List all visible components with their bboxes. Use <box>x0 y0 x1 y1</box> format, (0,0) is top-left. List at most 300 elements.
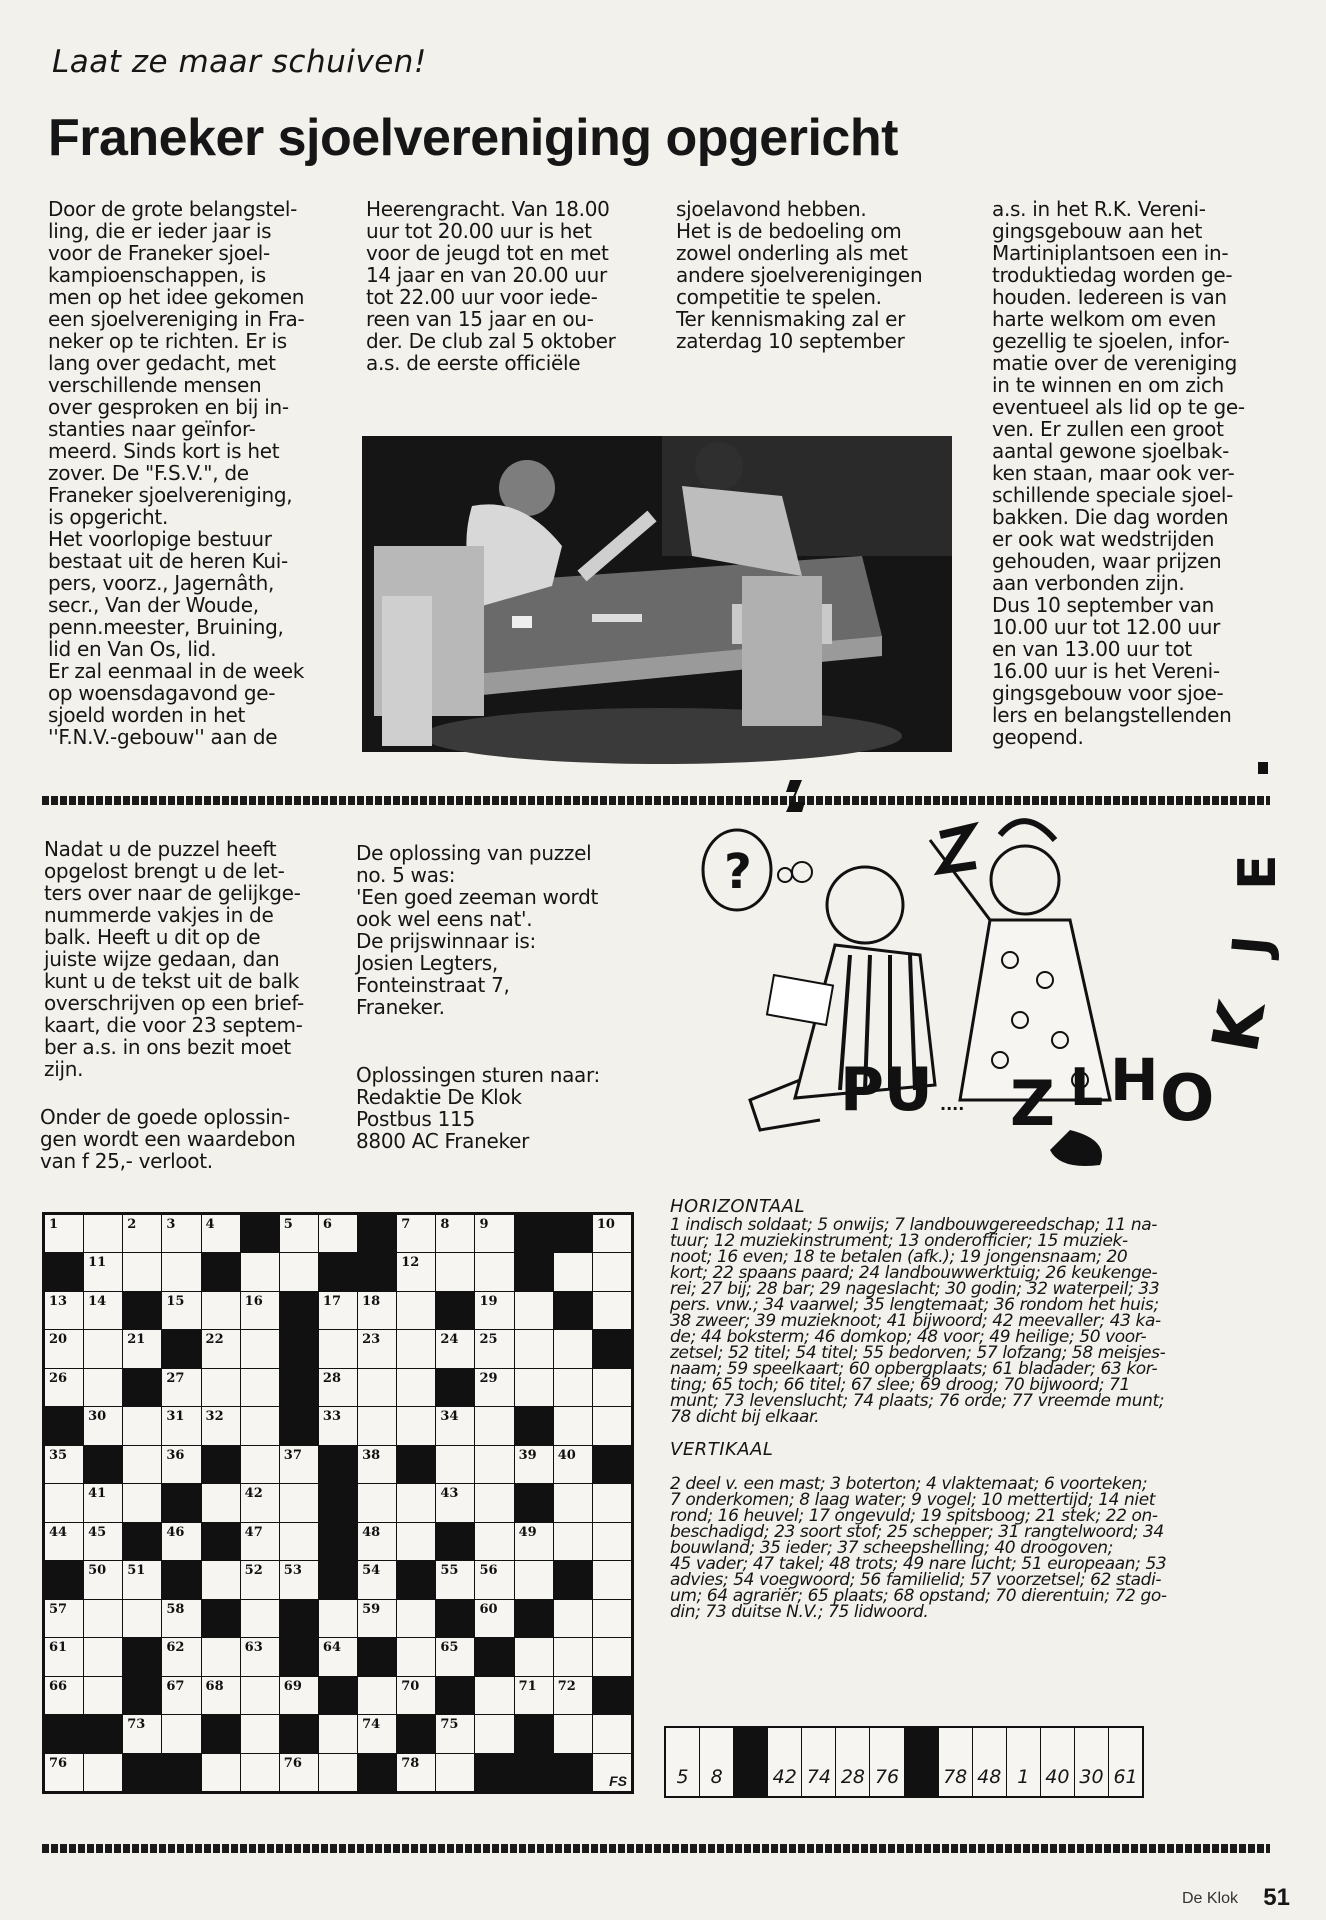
grid-cell[interactable] <box>84 1600 122 1637</box>
grid-cell[interactable] <box>241 1754 279 1791</box>
grid-cell[interactable] <box>593 1484 631 1521</box>
answer-slot-number: 1 <box>1017 1766 1030 1788</box>
grid-cell[interactable] <box>397 1253 435 1290</box>
grid-cell[interactable] <box>515 1677 553 1714</box>
grid-cell-number: 1 <box>49 1217 59 1232</box>
grid-cell[interactable] <box>358 1600 396 1637</box>
grid-cell-black <box>475 1638 513 1675</box>
grid-cell[interactable] <box>554 1523 592 1560</box>
grid-cell[interactable] <box>162 1253 200 1290</box>
grid-cell[interactable] <box>593 1215 631 1252</box>
grid-cell-black <box>515 1484 553 1521</box>
grid-cell[interactable] <box>593 1407 631 1444</box>
grid-cell-black <box>397 1446 435 1483</box>
grid-cell-number: 2 <box>127 1217 137 1232</box>
grid-cell[interactable] <box>436 1561 474 1598</box>
grid-cell[interactable] <box>593 1369 631 1406</box>
grid-cell[interactable] <box>358 1523 396 1560</box>
puzzelhoekje-illustration <box>690 780 1288 1180</box>
grid-cell[interactable] <box>84 1292 122 1329</box>
grid-cell-number: 50 <box>88 1563 107 1579</box>
grid-cell-black <box>280 1715 318 1752</box>
answer-slot[interactable] <box>939 1728 972 1796</box>
grid-cell[interactable] <box>358 1484 396 1521</box>
answer-slot[interactable] <box>768 1728 801 1796</box>
grid-cell[interactable] <box>436 1715 474 1752</box>
bottom-divider <box>42 1844 1270 1853</box>
grid-cell[interactable] <box>202 1638 240 1675</box>
answer-strip[interactable] <box>664 1726 1144 1798</box>
sjoel-photo <box>362 436 952 752</box>
grid-cell[interactable] <box>84 1369 122 1406</box>
grid-cell[interactable] <box>475 1715 513 1752</box>
grid-cell[interactable] <box>84 1407 122 1444</box>
grid-cell-black <box>554 1292 592 1329</box>
grid-cell[interactable] <box>436 1638 474 1675</box>
grid-cell-number: 7 <box>401 1217 411 1232</box>
grid-cell-number: 45 <box>88 1524 107 1540</box>
grid-cell-black <box>319 1561 357 1598</box>
grid-cell-number: 41 <box>88 1486 107 1502</box>
grid-cell[interactable] <box>123 1253 161 1290</box>
grid-cell[interactable] <box>84 1638 122 1675</box>
grid-cell-black <box>593 1330 631 1367</box>
grid-cell-number: 42 <box>244 1486 263 1502</box>
grid-cell-number: 51 <box>127 1563 146 1579</box>
grid-cell[interactable] <box>280 1253 318 1290</box>
grid-cell[interactable] <box>241 1638 279 1675</box>
grid-cell-black <box>280 1330 318 1367</box>
grid-cell-black <box>358 1253 396 1290</box>
grid-cell[interactable] <box>515 1523 553 1560</box>
grid-cell[interactable] <box>475 1407 513 1444</box>
grid-cell-black <box>202 1523 240 1560</box>
grid-cell-number: 71 <box>518 1678 537 1694</box>
grid-cell[interactable] <box>358 1369 396 1406</box>
grid-cell-number: 60 <box>479 1601 498 1617</box>
grid-cell-black <box>280 1600 318 1637</box>
grid-cell[interactable] <box>554 1600 592 1637</box>
grid-cell-black <box>202 1446 240 1483</box>
grid-cell[interactable] <box>123 1561 161 1598</box>
answer-slot-number: 5 <box>676 1766 689 1788</box>
grid-cell[interactable] <box>475 1523 513 1560</box>
grid-cell[interactable] <box>45 1330 83 1367</box>
grid-cell[interactable] <box>45 1638 83 1675</box>
grid-cell[interactable] <box>84 1215 122 1252</box>
grid-cell[interactable] <box>280 1677 318 1714</box>
grid-cell-number: 17 <box>322 1293 342 1309</box>
grid-cell-black <box>554 1561 592 1598</box>
grid-cell-number: 29 <box>479 1370 498 1386</box>
grid-cell[interactable] <box>123 1215 161 1252</box>
grid-cell[interactable] <box>593 1292 631 1329</box>
grid-cell-number: 76 <box>49 1755 68 1771</box>
grid-cell-number: 61 <box>49 1640 68 1656</box>
grid-cell[interactable] <box>475 1215 513 1252</box>
grid-cell[interactable] <box>280 1484 318 1521</box>
grid-cell[interactable] <box>554 1715 592 1752</box>
grid-cell[interactable] <box>319 1292 357 1329</box>
grid-cell[interactable] <box>162 1715 200 1752</box>
grid-cell[interactable] <box>397 1292 435 1329</box>
grid-cell-black <box>436 1600 474 1637</box>
grid-cell[interactable] <box>319 1369 357 1406</box>
grid-cell[interactable] <box>84 1330 122 1367</box>
grid-cell-number: 48 <box>362 1524 381 1540</box>
send-address: Oplossingen sturen naar: Redaktie De Klok Postbus 115 8800 AC Franeker <box>356 1063 600 1153</box>
kicker: Laat ze maar schuiven! <box>52 44 427 80</box>
grid-cell[interactable] <box>241 1292 279 1329</box>
grid-cell[interactable] <box>84 1561 122 1598</box>
grid-cell[interactable] <box>162 1407 200 1444</box>
grid-cell-number: 63 <box>244 1640 263 1656</box>
grid-cell[interactable] <box>515 1638 553 1675</box>
grid-cell-number: 16 <box>244 1293 263 1309</box>
grid-cell[interactable] <box>162 1600 200 1637</box>
grid-cell-number: 44 <box>49 1524 68 1540</box>
grid-cell[interactable] <box>241 1677 279 1714</box>
grid-cell[interactable] <box>45 1523 83 1560</box>
grid-cell[interactable] <box>475 1369 513 1406</box>
grid-cell[interactable] <box>593 1638 631 1675</box>
grid-cell[interactable] <box>45 1677 83 1714</box>
grid-cell[interactable] <box>202 1677 240 1714</box>
grid-cell-number: 12 <box>401 1255 420 1271</box>
grid-cell[interactable] <box>241 1484 279 1521</box>
grid-cell-black <box>515 1253 553 1290</box>
grid-cell-black <box>397 1561 435 1598</box>
grid-cell-black <box>202 1600 240 1637</box>
svg-text:....: .... <box>940 1095 965 1114</box>
grid-cell[interactable] <box>162 1677 200 1714</box>
grid-cell[interactable] <box>554 1677 592 1714</box>
grid-cell[interactable] <box>241 1715 279 1752</box>
grid-cell[interactable] <box>123 1330 161 1367</box>
grid-cell-black <box>202 1715 240 1752</box>
clues-panel <box>670 1196 1270 1620</box>
answer-slot[interactable] <box>666 1728 699 1796</box>
grid-cell-black <box>593 1446 631 1483</box>
svg-text:PU: PU <box>840 1055 933 1125</box>
grid-cell[interactable] <box>593 1754 631 1791</box>
grid-cell-black <box>84 1446 122 1483</box>
grid-cell[interactable] <box>436 1446 474 1483</box>
answer-slot[interactable] <box>836 1728 869 1796</box>
grid-cell[interactable] <box>515 1292 553 1329</box>
grid-cell[interactable] <box>436 1407 474 1444</box>
article-column-1: Door de grote belangstel- ling, die er ieder jaar is voor de Franeker sjoel- kampioenschappen, is men op het idee gekomen een sjoelvereniging in Fra- neker op te richten. Er is lang over gedacht, met verschillende mensen over gesproken en bij in- stanties naar geïnfor- meerd. Sinds kort is het zover. De "F.S.V.", de Franeker sjoelvereniging, is opgericht. Het voorlopige bestuur bestaat uit de heren Kui- pers, voorz., Jagernâth, secr., Van der Woude, penn.meester, Bruining, lid en Van Os, lid. Er zal eenmaal in de week op woensdagavond ge- sjoeld worden in het ''F.N.V.-gebouw'' aan de <box>48 197 305 749</box>
grid-cell[interactable] <box>397 1600 435 1637</box>
answer-slot-black <box>905 1728 938 1796</box>
grid-cell-number: 10 <box>596 1217 615 1232</box>
grid-cell[interactable] <box>202 1484 240 1521</box>
grid-cell[interactable] <box>123 1407 161 1444</box>
grid-cell[interactable] <box>319 1600 357 1637</box>
grid-cell[interactable] <box>358 1292 396 1329</box>
grid-cell-number: 32 <box>205 1409 224 1425</box>
grid-cell-number: 40 <box>557 1447 576 1463</box>
grid-cell[interactable] <box>358 1677 396 1714</box>
grid-cell[interactable] <box>123 1484 161 1521</box>
grid-cell[interactable] <box>515 1446 553 1483</box>
grid-cell-number: 72 <box>557 1678 576 1694</box>
grid-cell[interactable] <box>593 1715 631 1752</box>
grid-cell-black <box>319 1523 357 1560</box>
article-column-4: a.s. in het R.K. Vereni- gingsgebouw aan het Martiniplantsoen een in- troduktiedag worden ge- houden. Iedereen is van harte welkom om even gezellig te sjoelen, infor- matie over de vereniging in te winnen en om zich eventueel als lid op te ge- ven. Er zullen een groot aantal gewone sjoelbak- ken staan, maar ook ver- schillende speciale sjoel- bakken. Die dag worden er ook wat wedstrijden gehouden, waar prijzen aan verbonden zijn. Dus 10 september van 10.00 uur tot 12.00 uur en van 13.00 uur tot 16.00 uur is het Vereni- gingsgebouw voor sjoe- lers en belangstellenden geopend. <box>992 197 1245 749</box>
grid-cell[interactable] <box>202 1407 240 1444</box>
grid-cell[interactable] <box>202 1292 240 1329</box>
grid-cell-number: 33 <box>322 1409 342 1425</box>
grid-cell[interactable] <box>358 1330 396 1367</box>
grid-cell[interactable] <box>319 1715 357 1752</box>
answer-slot[interactable] <box>1109 1728 1142 1796</box>
grid-cell[interactable] <box>84 1253 122 1290</box>
grid-cell-number: 14 <box>88 1293 107 1309</box>
grid-cell-number: 35 <box>49 1447 68 1463</box>
grid-cell[interactable] <box>241 1369 279 1406</box>
grid-cell-number: 52 <box>244 1563 263 1579</box>
grid-cell[interactable] <box>397 1677 435 1714</box>
grid-cell[interactable] <box>436 1253 474 1290</box>
grid-cell[interactable] <box>45 1369 83 1406</box>
grid-cell-black <box>319 1446 357 1483</box>
grid-cell-number: 22 <box>205 1332 224 1348</box>
grid-cell[interactable] <box>593 1561 631 1598</box>
grid-cell[interactable] <box>202 1330 240 1367</box>
grid-cell[interactable] <box>436 1484 474 1521</box>
grid-cell[interactable] <box>45 1484 83 1521</box>
grid-cell-number: 8 <box>440 1217 450 1232</box>
grid-cell[interactable] <box>554 1446 592 1483</box>
puzzle-instructions: Nadat u de puzzel heeft opgelost brengt u de let- ters over naar de gelijkge- nummerde vakjes in de balk. Heeft u dit op de juiste wijze gedaan, dan kunt u de tekst uit de balk overschrijven op een brief- kaart, die voor 23 septem- ber a.s. in ons bezit moet zijn. <box>44 837 304 1081</box>
grid-cell-black <box>202 1253 240 1290</box>
grid-cell[interactable] <box>202 1369 240 1406</box>
grid-cell-black <box>123 1523 161 1560</box>
grid-cell-black <box>123 1754 161 1791</box>
grid-cell[interactable] <box>202 1754 240 1791</box>
grid-cell-black <box>397 1715 435 1752</box>
grid-cell-number: 47 <box>244 1524 263 1540</box>
answer-slot[interactable] <box>700 1728 733 1796</box>
grid-cell[interactable] <box>123 1446 161 1483</box>
grid-cell-black <box>436 1292 474 1329</box>
grid-cell-black <box>319 1484 357 1521</box>
grid-cell[interactable] <box>241 1253 279 1290</box>
grid-cell-black <box>84 1715 122 1752</box>
grid-cell[interactable] <box>280 1523 318 1560</box>
headline: Franeker sjoelvereniging opgericht <box>48 109 898 167</box>
grid-cell[interactable] <box>45 1600 83 1637</box>
grid-cell[interactable] <box>84 1484 122 1521</box>
grid-cell-number: 73 <box>127 1717 146 1733</box>
grid-cell[interactable] <box>162 1292 200 1329</box>
previous-solution: De oplossing van puzzel no. 5 was: 'Een goed zeeman wordt ook wel eens nat'. De prijswinnaar is: Josien Legters, Fonteinstraat 7, Franeker. <box>356 841 599 1019</box>
grid-cell[interactable] <box>202 1561 240 1598</box>
grid-cell[interactable] <box>593 1600 631 1637</box>
grid-cell-number: 24 <box>440 1332 459 1348</box>
grid-cell[interactable] <box>241 1523 279 1560</box>
grid-cell-black <box>436 1523 474 1560</box>
grid-cell-number: 25 <box>479 1332 498 1348</box>
grid-cell[interactable] <box>554 1484 592 1521</box>
grid-cell[interactable] <box>162 1638 200 1675</box>
grid-cell[interactable] <box>319 1407 357 1444</box>
grid-cell[interactable] <box>123 1600 161 1637</box>
grid-cell[interactable] <box>475 1292 513 1329</box>
grid-cell[interactable] <box>475 1484 513 1521</box>
grid-cell-number: 65 <box>440 1640 459 1656</box>
vertikaal-heading: VERTIKAAL <box>670 1439 774 1460</box>
grid-cell-number: 30 <box>88 1409 107 1425</box>
grid-cell-number: 66 <box>49 1678 68 1694</box>
grid-cell[interactable] <box>397 1215 435 1252</box>
grid-cell-number: 70 <box>401 1678 420 1694</box>
grid-cell-black <box>123 1292 161 1329</box>
grid-cell-number: 4 <box>205 1217 215 1232</box>
grid-cell-number: 75 <box>440 1717 459 1733</box>
grid-cell[interactable] <box>397 1754 435 1791</box>
answer-slot[interactable] <box>870 1728 903 1796</box>
grid-cell-black <box>123 1638 161 1675</box>
grid-cell-number: 13 <box>49 1293 68 1309</box>
horizontaal-heading: HORIZONTAAL <box>670 1196 805 1217</box>
grid-cell-number: 67 <box>166 1678 185 1694</box>
grid-cell-number: 34 <box>440 1409 459 1425</box>
grid-cell-number: 38 <box>362 1447 381 1463</box>
answer-slot-number: 8 <box>710 1766 723 1788</box>
grid-cell[interactable] <box>397 1407 435 1444</box>
grid-cell-number: 19 <box>479 1293 498 1309</box>
grid-cell-black <box>319 1677 357 1714</box>
grid-cell[interactable] <box>202 1215 240 1252</box>
grid-cell[interactable] <box>554 1407 592 1444</box>
grid-cell[interactable] <box>45 1215 83 1252</box>
grid-cell[interactable] <box>436 1215 474 1252</box>
grid-cell[interactable] <box>84 1754 122 1791</box>
grid-cell[interactable] <box>45 1754 83 1791</box>
grid-cell[interactable] <box>280 1561 318 1598</box>
grid-cell[interactable] <box>475 1253 513 1290</box>
grid-cell[interactable] <box>554 1330 592 1367</box>
grid-cell-number: 55 <box>440 1563 459 1579</box>
prize-text: Onder de goede oplossin- gen wordt een waardebon van f 25,- verloot. <box>40 1105 296 1173</box>
grid-cell[interactable] <box>45 1446 83 1483</box>
grid-cell[interactable] <box>397 1369 435 1406</box>
grid-cell-number: 3 <box>166 1217 176 1232</box>
grid-cell[interactable] <box>515 1330 553 1367</box>
grid-cell-black <box>515 1715 553 1752</box>
grid-cell[interactable] <box>84 1677 122 1714</box>
grid-cell-number: 68 <box>205 1678 224 1694</box>
grid-cell[interactable] <box>358 1561 396 1598</box>
grid-cell[interactable] <box>554 1253 592 1290</box>
grid-cell[interactable] <box>241 1561 279 1598</box>
grid-cell[interactable] <box>123 1715 161 1752</box>
answer-slot-number: 76 <box>874 1766 900 1788</box>
grid-cell[interactable] <box>162 1215 200 1252</box>
publication-name: De Klok <box>1181 1890 1238 1907</box>
grid-cell[interactable] <box>358 1446 396 1483</box>
grid-cell[interactable] <box>358 1407 396 1444</box>
answer-slot[interactable] <box>802 1728 835 1796</box>
grid-cell-number: 76 <box>283 1755 302 1771</box>
svg-text:Z: Z <box>1010 1067 1055 1140</box>
grid-cell-number: 58 <box>166 1601 185 1617</box>
grid-cell[interactable] <box>554 1638 592 1675</box>
grid-cell[interactable] <box>162 1446 200 1483</box>
grid-cell[interactable] <box>319 1330 357 1367</box>
grid-cell-number: 78 <box>401 1755 420 1771</box>
grid-cell[interactable] <box>280 1754 318 1791</box>
grid-cell[interactable] <box>45 1292 83 1329</box>
grid-cell-black <box>280 1638 318 1675</box>
grid-cell[interactable] <box>397 1330 435 1367</box>
grid-cell-black <box>162 1330 200 1367</box>
grid-cell[interactable] <box>397 1484 435 1521</box>
end-of-article-mark <box>1258 762 1268 774</box>
answer-slot[interactable] <box>973 1728 1006 1796</box>
grid-cell[interactable] <box>475 1561 513 1598</box>
grid-cell[interactable] <box>241 1600 279 1637</box>
grid-cell-black <box>123 1677 161 1714</box>
grid-cell-number: 46 <box>166 1524 185 1540</box>
grid-cell[interactable] <box>554 1369 592 1406</box>
grid-cell[interactable] <box>162 1523 200 1560</box>
grid-cell[interactable] <box>475 1330 513 1367</box>
grid-cell[interactable] <box>241 1407 279 1444</box>
grid-cell[interactable] <box>397 1523 435 1560</box>
grid-cell[interactable] <box>280 1446 318 1483</box>
grid-cell[interactable] <box>475 1446 513 1483</box>
answer-slot[interactable] <box>1007 1728 1040 1796</box>
horizontaal-clues: 1 indisch soldaat; 5 onwijs; 7 landbouwgereedschap; 11 na- tuur; 12 muziekinstrument; 13 onderofficier; 15 muziek- noot; 16 even; 18 te betalen (afk.); 19 jongensnaam; 20 kort; 22 spaans paard; 24 landbouwwerktuig; 26 keukenge- rei; 27 bij; 28 bar; 29 nageslacht; 30 godin; 32 waterpeil; 33 pers. vnw.; 34 vaarwel; 35 lengtemaat; 36 rondom het huis; 38 zweer; 39 muzieknoot; 41 bijwoord; 42 meevaller; 43 ka- de; 44 boksterm; 46 domkop; 48 voor; 49 heilige; 50 voor- zetsel; 52 titel; 54 titel; 55 bedorven; 57 lofzang; 58 meisjes- naam; 59 speelkaart; 60 opbergplaats; 61 bladader; 63 kor- ting; 65 toch; 66 titel; 67 slee; 69 droog; 70 bijwoord; 71 munt; 73 levenslucht; 74 plaats; 76 orde; 77 vreemde munt; 78 dicht bij elkaar. <box>670 1215 1166 1427</box>
grid-cell[interactable] <box>475 1677 513 1714</box>
grid-cell[interactable] <box>593 1253 631 1290</box>
answer-slot-number: 30 <box>1079 1766 1104 1788</box>
grid-cell[interactable] <box>436 1754 474 1791</box>
grid-cell[interactable] <box>475 1600 513 1637</box>
grid-cell-number: 6 <box>322 1217 332 1232</box>
grid-cell[interactable] <box>319 1638 357 1675</box>
grid-cell-black <box>319 1253 357 1290</box>
grid-cell[interactable] <box>515 1369 553 1406</box>
grid-cell[interactable] <box>515 1561 553 1598</box>
grid-cell-black <box>515 1215 553 1252</box>
grid-cell[interactable] <box>319 1215 357 1252</box>
grid-cell[interactable] <box>358 1715 396 1752</box>
grid-cell[interactable] <box>397 1638 435 1675</box>
grid-cell[interactable] <box>162 1369 200 1406</box>
grid-cell-black <box>436 1677 474 1714</box>
answer-slot[interactable] <box>1075 1728 1108 1796</box>
grid-cell-number: 59 <box>362 1601 381 1617</box>
grid-cell-number: 27 <box>166 1370 185 1386</box>
grid-cell[interactable] <box>84 1523 122 1560</box>
grid-cell[interactable] <box>436 1330 474 1367</box>
grid-cell[interactable] <box>319 1754 357 1791</box>
page-number: 51 <box>1263 1884 1290 1911</box>
grid-cell[interactable] <box>593 1523 631 1560</box>
grid-cell[interactable] <box>241 1330 279 1367</box>
grid-cell-number: 11 <box>88 1255 107 1271</box>
answer-slot[interactable] <box>1041 1728 1074 1796</box>
grid-cell-number: 9 <box>479 1217 489 1232</box>
crossword-grid[interactable] <box>42 1212 634 1794</box>
svg-text:?: ? <box>724 844 752 900</box>
grid-cell[interactable] <box>241 1446 279 1483</box>
grid-cell[interactable] <box>280 1215 318 1252</box>
